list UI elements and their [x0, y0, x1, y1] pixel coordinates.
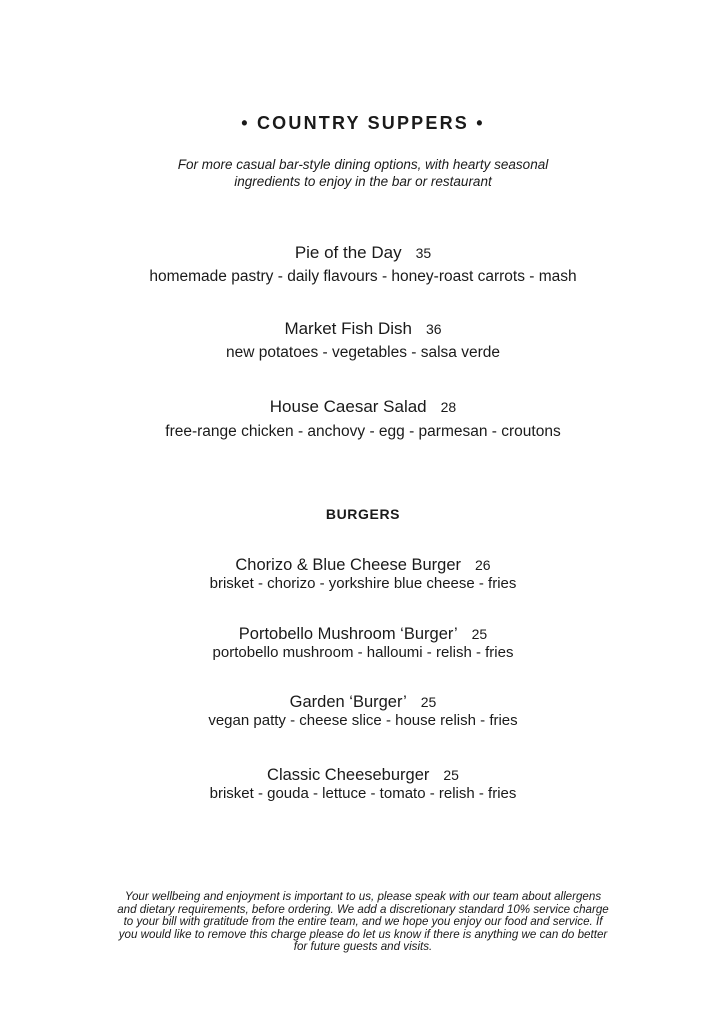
intro-line: For more casual bar-style dining options, with hearty seasonal — [177, 157, 549, 172]
burger-item — [0, 766, 726, 785]
burger-name: Classic Cheeseburger — [267, 766, 430, 784]
dish-item — [0, 397, 726, 417]
burger-price: 25 — [471, 626, 488, 642]
burger-name: Garden ‘Burger’ — [289, 693, 407, 711]
section-heading-burgers: BURGERS — [325, 506, 401, 522]
burger-price: 25 — [443, 767, 459, 783]
dish-description: new potatoes - vegetables - salsa verde — [226, 344, 500, 361]
dish-description: homemade pastry - daily flavours - honey-roast carrots - mash — [149, 268, 577, 285]
dish-name: Pie of the Day — [294, 243, 402, 262]
burger-item — [0, 693, 726, 712]
burger-description: portobello mushroom - halloumi - relish - fries — [212, 644, 514, 661]
dish-price: 35 — [415, 245, 432, 261]
notice-line: you would like to remove this charge please do let us know if there is anything we can do better — [118, 927, 608, 941]
allergen-service-notice — [0, 891, 726, 954]
notice-line: and dietary requirements, before ordering. We add a discretionary standard 10% service charge — [117, 902, 609, 916]
menu-intro — [0, 156, 726, 190]
dish-name: Market Fish Dish — [284, 319, 412, 338]
burger-item — [0, 625, 726, 644]
dish-price: 36 — [425, 321, 442, 337]
menu-title: • COUNTRY SUPPERS • — [241, 113, 485, 133]
notice-line: for future guests and visits. — [293, 940, 433, 954]
burger-price: 25 — [420, 694, 437, 710]
dish-description: free-range chicken - anchovy - egg - parmesan - croutons — [165, 423, 561, 440]
dish-name: House Caesar Salad — [269, 397, 427, 416]
intro-line: ingredients to enjoy in the bar or restaurant — [234, 174, 492, 189]
burger-name: Portobello Mushroom ‘Burger’ — [238, 625, 458, 643]
burger-description: brisket - gouda - lettuce - tomato - relish - fries — [209, 785, 517, 802]
burger-item — [0, 556, 726, 575]
burger-price: 26 — [475, 557, 491, 573]
burger-description: brisket - chorizo - yorkshire blue cheese - fries — [209, 575, 517, 592]
notice-line: Your wellbeing and enjoyment is important to us, please speak with our team about allergens — [124, 890, 602, 903]
burger-name: Chorizo & Blue Cheese Burger — [235, 556, 462, 574]
burger-description: vegan patty - cheese slice - house relish - fries — [208, 712, 518, 729]
dish-item — [0, 319, 726, 339]
notice-line: to your bill with gratitude from the entire team, and we hope you enjoy our food and service. If — [123, 915, 603, 929]
dish-price: 28 — [440, 399, 457, 415]
dish-item — [0, 243, 726, 263]
